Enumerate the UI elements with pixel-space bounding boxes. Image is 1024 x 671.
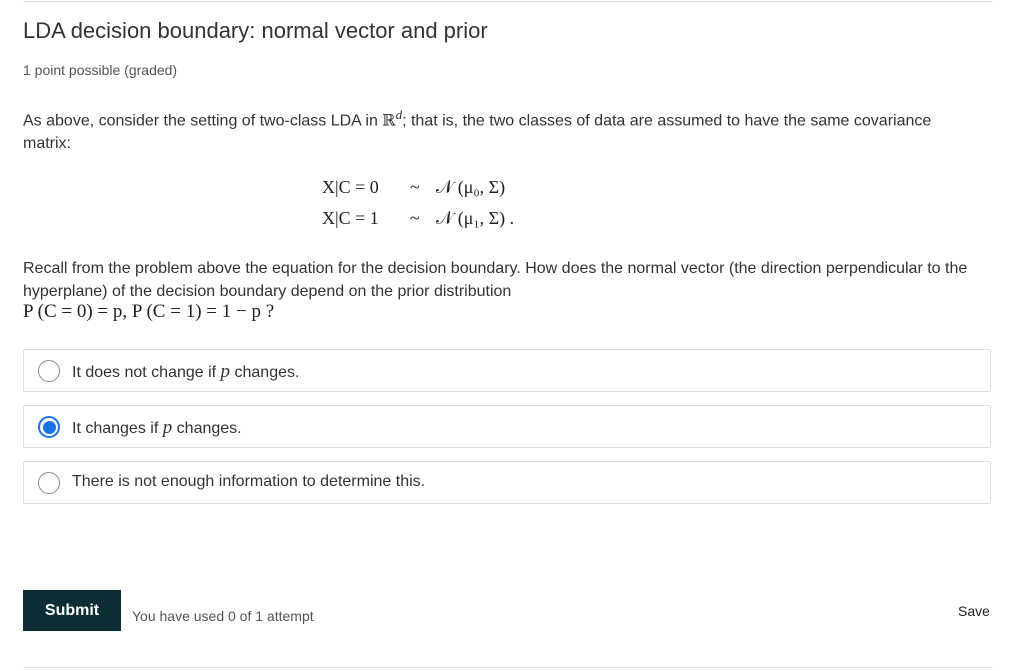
equation-lhs: X|C = 0 (322, 177, 379, 197)
equation-rhs: 𝒩 (μ₀, Σ) (436, 177, 506, 197)
option-variable: p (220, 361, 231, 382)
top-divider (23, 1, 993, 2)
option-text-after: changes. (230, 364, 300, 381)
option-variable: p (162, 417, 173, 438)
attempts-counter: You have used 0 of 1 attempt (132, 608, 314, 624)
save-button[interactable]: Save (958, 603, 990, 619)
submit-button[interactable]: Submit (23, 590, 121, 631)
question-text: Recall from the problem above the equation for the decision boundary. How does the normal vector (the direction perpendicular to the hyperplane) of the decision boundary depend on the prior distribution (23, 260, 968, 300)
option-label (72, 417, 242, 439)
equation-relation: ~ (410, 208, 420, 228)
intro-text-after: ; that is, the two classes of data are assumed to have the same covariance matrix: (23, 112, 932, 153)
problem-title: LDA decision boundary: normal vector and prior (23, 18, 488, 43)
option-label (72, 473, 425, 491)
intro-text: As above, consider the setting of two-class LDA in (23, 112, 383, 130)
points-possible: 1 point possible (graded) (23, 62, 178, 78)
radio-button-selected[interactable] (38, 416, 60, 438)
option-text: It changes if (72, 420, 163, 437)
option-text-after: changes. (172, 420, 242, 437)
dimension-exponent: d (395, 107, 403, 122)
bottom-divider (23, 667, 993, 668)
radio-button[interactable] (38, 360, 60, 382)
option-text: It does not change if (72, 364, 221, 381)
problem-intro (23, 103, 983, 155)
answer-option-2[interactable] (23, 405, 991, 448)
answer-option-3[interactable] (23, 461, 991, 504)
option-text: There is not enough information to determine this. (72, 473, 426, 490)
equation-rhs: 𝒩 (μ₁, Σ) . (436, 208, 515, 228)
prior-expression: P (C = 0) = p, P (C = 1) = 1 − p ? (23, 301, 275, 322)
option-label (72, 361, 299, 383)
answer-option-1[interactable] (23, 349, 991, 392)
equation-lhs: X|C = 1 (322, 208, 379, 228)
radio-button[interactable] (38, 472, 60, 494)
equation-relation: ~ (410, 177, 420, 197)
real-space-symbol: ℝ (382, 110, 396, 130)
